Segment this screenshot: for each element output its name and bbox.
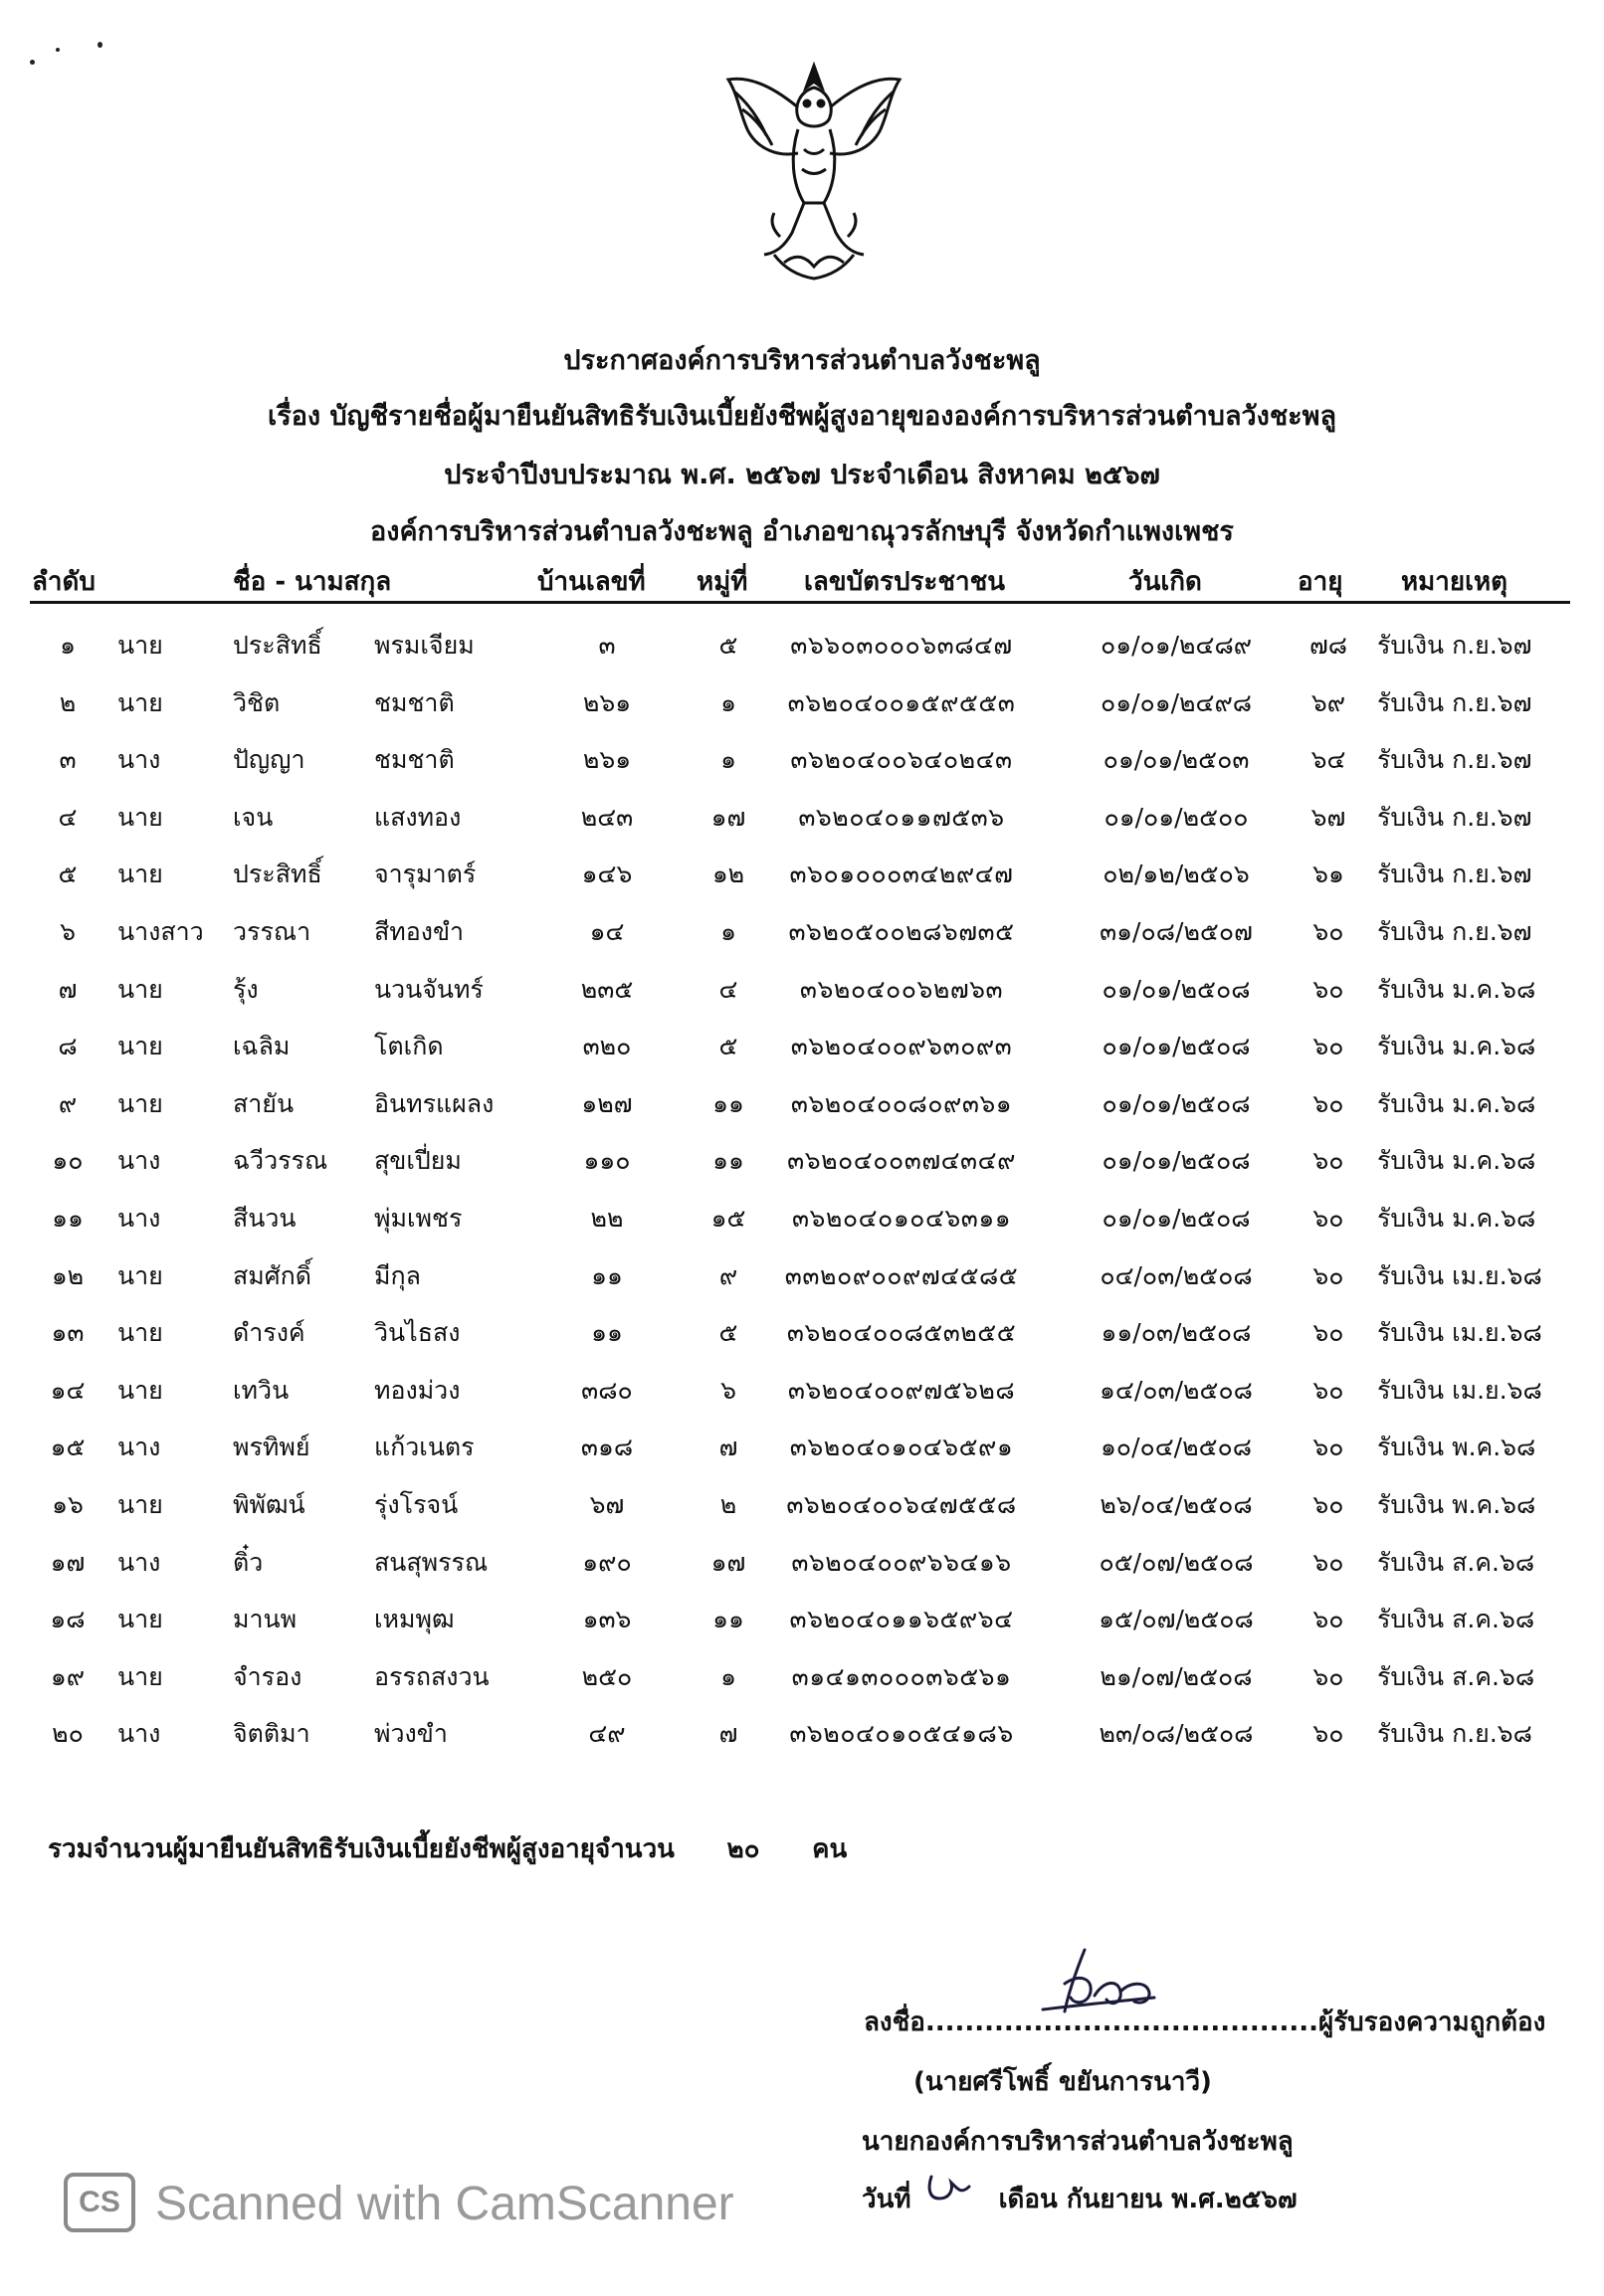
row-age: ๖๑ xyxy=(1312,860,1344,889)
row-age: ๖๗ xyxy=(1310,802,1346,832)
summary-line xyxy=(48,1828,847,1869)
row-birth-date: ๐๑/๐๑/๒๔๙๘ xyxy=(1100,687,1253,717)
row-note: รับเงิน ม.ค.๖๘ xyxy=(1377,1032,1536,1061)
row-title: นาย xyxy=(117,631,163,660)
row-last-name: รุ่งโรจน์ xyxy=(374,1489,459,1519)
row-birth-date: ๐๕/๐๗/๒๕๐๘ xyxy=(1099,1547,1254,1577)
row-first-name: สายัน xyxy=(233,1088,295,1118)
row-title: นาย xyxy=(117,1260,163,1290)
row-note: รับเงิน เม.ย.๖๘ xyxy=(1377,1375,1542,1405)
header-no: ลำดับ xyxy=(32,567,96,597)
table-row xyxy=(0,1645,1604,1703)
row-first-name: รุ้ง xyxy=(233,974,259,1004)
row-note: รับเงิน พ.ค.๖๘ xyxy=(1377,1489,1536,1519)
row-note: รับเงิน ก.ย.๖๘ xyxy=(1377,1719,1532,1749)
row-title: นาย xyxy=(117,1318,163,1348)
row-village-number: ๑๑ xyxy=(712,1088,744,1118)
row-note: รับเงิน ก.ย.๖๗ xyxy=(1377,745,1532,775)
table-row xyxy=(0,958,1604,1016)
summary-label: รวมจำนวนผู้มายืนยันสิทธิรับเงินเบี้ยยังชีพผู้สูงอายุจำนวน xyxy=(48,1834,675,1864)
row-house-number: ๒๔๓ xyxy=(580,802,634,832)
row-birth-date: ๐๑/๐๑/๒๕๐๘ xyxy=(1102,1032,1251,1061)
row-note: รับเงิน ม.ค.๖๘ xyxy=(1377,1088,1536,1118)
row-number: ๑๑ xyxy=(52,1203,84,1233)
row-id-number: ๓๖๒๐๔๐๐๘๕๓๒๕๕ xyxy=(786,1318,1017,1348)
row-note: รับเงิน ม.ค.๖๘ xyxy=(1377,1203,1536,1233)
row-village-number: ๕ xyxy=(718,1032,738,1061)
row-last-name: อินทรแผลง xyxy=(374,1088,495,1118)
row-first-name: ติ๋ว xyxy=(233,1547,264,1577)
row-number: ๔ xyxy=(58,802,78,832)
row-age: ๖๐ xyxy=(1312,1260,1344,1290)
table-row xyxy=(0,1588,1604,1645)
row-last-name: เหมพุฒ xyxy=(374,1605,455,1634)
row-age: ๖๐ xyxy=(1312,1719,1344,1749)
row-house-number: ๒๖๑ xyxy=(582,745,632,775)
row-title: นาย xyxy=(117,802,163,832)
date-rest: เดือน กันยายน พ.ศ.๒๕๖๗ xyxy=(998,2185,1298,2214)
row-house-number: ๓ xyxy=(598,631,616,660)
row-title: นาย xyxy=(117,1032,163,1061)
header-moo: หมู่ที่ xyxy=(697,567,748,597)
row-village-number: ๑๕ xyxy=(710,1203,746,1233)
signature-line: ลงชื่อ........................................ผู้รับรองความถูกต้อง xyxy=(864,2008,1546,2037)
row-age: ๖๐ xyxy=(1312,974,1344,1004)
row-age: ๖๐ xyxy=(1312,1088,1344,1118)
row-last-name: แก้วเนตร xyxy=(374,1433,475,1462)
row-house-number: ๒๓๕ xyxy=(580,974,634,1004)
row-village-number: ๔ xyxy=(718,974,738,1004)
row-village-number: ๕ xyxy=(718,631,738,660)
table-row xyxy=(0,671,1604,729)
row-first-name: สีนวน xyxy=(233,1203,297,1233)
table-row xyxy=(0,1473,1604,1531)
row-number: ๒ xyxy=(59,687,77,717)
row-age: ๖๐ xyxy=(1312,1547,1344,1577)
table-row xyxy=(0,728,1604,786)
row-id-number: ๓๖๒๐๔๐๑๐๔๖๕๙๑ xyxy=(789,1433,1014,1462)
table-row xyxy=(0,614,1604,671)
row-title: นาย xyxy=(117,1661,163,1691)
scan-speck xyxy=(56,48,60,52)
row-birth-date: ๒๓/๐๘/๒๕๐๘ xyxy=(1099,1719,1254,1749)
summary-count: ๒๐ xyxy=(726,1834,760,1864)
row-number: ๗ xyxy=(58,974,78,1004)
row-first-name: มานพ xyxy=(233,1605,298,1634)
row-house-number: ๑๑๐ xyxy=(583,1146,631,1176)
header-age: อายุ xyxy=(1298,567,1343,597)
row-birth-date: ๑๕/๐๗/๒๕๐๘ xyxy=(1099,1605,1254,1634)
summary-unit: คน xyxy=(812,1834,848,1864)
row-house-number: ๑๒๗ xyxy=(581,1088,633,1118)
row-id-number: ๓๖๒๐๔๐๐๖๔๐๒๔๓ xyxy=(790,745,1013,775)
row-title: นาง xyxy=(117,1433,161,1462)
row-age: ๖๐ xyxy=(1312,1032,1344,1061)
row-title: นาง xyxy=(117,1203,161,1233)
row-age: ๖๐ xyxy=(1312,1203,1344,1233)
row-number: ๑ xyxy=(60,631,76,660)
row-age: ๖๐ xyxy=(1312,916,1344,946)
row-house-number: ๓๑๘ xyxy=(580,1433,634,1462)
row-id-number: ๓๖๒๐๔๐๐๖๒๗๖๓ xyxy=(799,974,1004,1004)
row-first-name: พรทิพย์ xyxy=(233,1433,310,1462)
row-note: รับเงิน ก.ย.๖๗ xyxy=(1377,687,1532,717)
row-note: รับเงิน ก.ย.๖๗ xyxy=(1377,631,1532,660)
row-house-number: ๒๖๑ xyxy=(582,687,632,717)
row-note: รับเงิน ม.ค.๖๘ xyxy=(1377,1146,1536,1176)
table-row xyxy=(0,1301,1604,1359)
signer-position: นายกองค์การบริหารส่วนตำบลวังชะพลู xyxy=(862,2127,1294,2157)
row-id-number: ๓๖๐๑๐๐๐๓๔๒๙๔๗ xyxy=(789,860,1014,889)
row-id-number: ๓๖๒๐๔๐๐๑๕๙๕๕๓ xyxy=(787,687,1016,717)
row-last-name: พรมเจียม xyxy=(374,631,475,660)
row-last-name: พ่วงขำ xyxy=(374,1719,448,1749)
row-village-number: ๗ xyxy=(718,1719,738,1749)
row-number: ๑๙ xyxy=(50,1661,86,1691)
row-id-number: ๓๖๒๐๔๐๐๖๔๗๕๕๘ xyxy=(786,1489,1017,1519)
row-age: ๖๐ xyxy=(1312,1433,1344,1462)
row-first-name: ประสิทธิ์ xyxy=(233,860,322,889)
table-row xyxy=(0,900,1604,958)
row-number: ๑๘ xyxy=(50,1605,86,1634)
row-title: นาย xyxy=(117,1375,163,1405)
handwritten-day-number xyxy=(913,2165,983,2214)
announcement-subject: เรื่อง บัญชีรายชื่อผู้มายืนยันสิทธิรับเงินเบี้ยยังชีพผู้สูงอายุขององค์การบริหารส่วนตำบลวังชะพลู xyxy=(267,401,1337,432)
row-birth-date: ๐๔/๐๓/๒๕๐๘ xyxy=(1100,1260,1253,1290)
row-last-name: มีกุล xyxy=(374,1260,421,1290)
row-birth-date: ๐๑/๐๑/๒๕๐๘ xyxy=(1102,974,1251,1004)
row-id-number: ๓๖๒๐๔๐๑๑๖๕๙๖๔ xyxy=(789,1605,1014,1634)
header-name: ชื่อ - นามสกุล xyxy=(233,567,392,597)
row-house-number: ๓๘๐ xyxy=(581,1375,633,1405)
row-number: ๖ xyxy=(60,916,76,946)
row-last-name: ทองม่วง xyxy=(374,1375,461,1405)
row-village-number: ๒ xyxy=(719,1489,737,1519)
row-birth-date: ๐๒/๑๒/๒๕๐๖ xyxy=(1103,860,1250,889)
row-note: รับเงิน เม.ย.๖๘ xyxy=(1377,1260,1542,1290)
row-title: นาย xyxy=(117,860,163,889)
row-birth-date: ๑๔/๐๓/๒๕๐๘ xyxy=(1100,1375,1253,1405)
row-first-name: จำรอง xyxy=(233,1661,302,1691)
row-id-number: ๓๖๒๐๕๐๐๒๘๖๗๓๕ xyxy=(788,916,1015,946)
row-number: ๑๖ xyxy=(52,1489,84,1519)
row-first-name: ประสิทธิ์ xyxy=(233,631,322,660)
table-row xyxy=(0,1359,1604,1417)
row-number: ๑๗ xyxy=(50,1547,86,1577)
row-first-name: สมศักดิ์ xyxy=(233,1260,311,1290)
row-first-name: ดำรงค์ xyxy=(233,1318,305,1348)
row-village-number: ๑ xyxy=(720,687,736,717)
row-village-number: ๑๒ xyxy=(711,860,745,889)
row-first-name: จิตติมา xyxy=(233,1719,310,1749)
camscanner-logo: CS xyxy=(64,2173,135,2232)
row-note: รับเงิน ก.ย.๖๗ xyxy=(1377,916,1532,946)
date-prefix: วันที่ xyxy=(862,2185,911,2214)
row-note: รับเงิน เม.ย.๖๘ xyxy=(1377,1318,1542,1348)
row-village-number: ๑ xyxy=(720,916,736,946)
row-last-name: แสงทอง xyxy=(374,802,462,832)
row-village-number: ๕ xyxy=(718,1318,738,1348)
row-id-number: ๓๖๖๐๓๐๐๐๖๓๘๔๗ xyxy=(790,631,1013,660)
row-age: ๗๘ xyxy=(1308,631,1348,660)
row-first-name: พิพัฒน์ xyxy=(233,1489,305,1519)
row-first-name: เฉลิม xyxy=(233,1032,291,1061)
row-title: นาย xyxy=(117,1088,163,1118)
row-id-number: ๓๓๒๐๙๐๐๙๗๔๕๘๕ xyxy=(784,1260,1019,1290)
row-house-number: ๑๔ xyxy=(589,916,625,946)
camscanner-watermark: Scanned with CamScanner xyxy=(155,2178,734,2230)
row-house-number: ๖๗ xyxy=(589,1489,625,1519)
header-rule xyxy=(30,601,1570,604)
row-first-name: ปัญญา xyxy=(233,745,305,775)
row-title: นาย xyxy=(117,1605,163,1634)
row-birth-date: ๒๑/๐๗/๒๕๐๘ xyxy=(1100,1661,1253,1691)
row-village-number: ๑๗ xyxy=(710,802,746,832)
row-age: ๖๐ xyxy=(1312,1318,1344,1348)
row-age: ๖๐ xyxy=(1312,1489,1344,1519)
row-house-number: ๒๒ xyxy=(590,1203,624,1233)
row-birth-date: ๐๑/๐๑/๒๕๐๓ xyxy=(1103,745,1250,775)
row-number: ๑๕ xyxy=(50,1433,86,1462)
row-house-number: ๓๒๐ xyxy=(582,1032,632,1061)
row-number: ๑๒ xyxy=(51,1260,85,1290)
row-number: ๕ xyxy=(58,860,78,889)
table-row xyxy=(0,1015,1604,1072)
row-age: ๖๙ xyxy=(1310,687,1346,717)
row-last-name: ชมชาติ xyxy=(374,745,455,775)
row-title: นาง xyxy=(117,1719,161,1749)
header-house: บ้านเลขที่ xyxy=(537,567,646,597)
announcement-title: ประกาศองค์การบริหารส่วนตำบลวังชะพลู xyxy=(563,345,1041,376)
row-title: นาง xyxy=(117,1547,161,1577)
row-note: รับเงิน ส.ค.๖๘ xyxy=(1377,1547,1535,1577)
announcement-organization: องค์การบริหารส่วนตำบลวังชะพลู อำเภอขาณุวรลักษบุรี จังหวัดกำแพงเพชร xyxy=(370,516,1234,547)
row-birth-date: ๑๐/๐๔/๒๕๐๘ xyxy=(1100,1433,1253,1462)
scan-speck xyxy=(98,42,102,48)
header-dob: วันเกิด xyxy=(1128,567,1202,597)
table-body xyxy=(0,614,1604,1760)
row-house-number: ๔๙ xyxy=(588,1719,626,1749)
row-id-number: ๓๖๒๐๔๐๐๘๐๙๓๖๑ xyxy=(790,1088,1013,1118)
row-village-number: ๑ xyxy=(720,745,736,775)
row-note: รับเงิน ส.ค.๖๘ xyxy=(1377,1661,1535,1691)
row-last-name: อรรถสงวน xyxy=(374,1661,490,1691)
garuda-emblem-icon xyxy=(714,58,913,288)
row-house-number: ๑๑ xyxy=(591,1260,623,1290)
row-note: รับเงิน พ.ค.๖๘ xyxy=(1377,1433,1536,1462)
row-village-number: ๖ xyxy=(720,1375,736,1405)
row-note: รับเงิน ก.ย.๖๗ xyxy=(1377,860,1532,889)
row-number: ๘ xyxy=(58,1032,78,1061)
row-id-number: ๓๖๒๐๔๐๑๐๔๖๓๑๑ xyxy=(791,1203,1012,1233)
table-row xyxy=(0,1702,1604,1760)
row-title: นาย xyxy=(117,974,163,1004)
row-last-name: สุขเปี่ยม xyxy=(374,1146,462,1176)
table-row xyxy=(0,1416,1604,1473)
row-age: ๖๔ xyxy=(1310,745,1346,775)
row-title: นาง xyxy=(117,1146,161,1176)
row-house-number: ๒๕๐ xyxy=(581,1661,633,1691)
row-number: ๒๐ xyxy=(52,1719,84,1749)
row-last-name: ชมชาติ xyxy=(374,687,455,717)
row-last-name: นวนจันทร์ xyxy=(374,974,484,1004)
row-house-number: ๑๑ xyxy=(591,1318,623,1348)
table-row xyxy=(0,843,1604,900)
row-house-number: ๑๙๐ xyxy=(582,1547,632,1577)
signer-name: (นายศรีโพธิ์ ขยันการนาวี) xyxy=(913,2067,1212,2097)
header-id: เลขบัตรประชาชน xyxy=(804,567,1006,597)
row-village-number: ๑๑ xyxy=(712,1146,744,1176)
row-first-name: เทวิน xyxy=(233,1375,290,1405)
row-village-number: ๑๑ xyxy=(712,1605,744,1634)
announcement-period: ประจำปีงบประมาณ พ.ศ. ๒๕๖๗ ประจำเดือน สิงหาคม ๒๕๖๗ xyxy=(444,460,1160,490)
row-last-name: วินไธสง xyxy=(374,1318,461,1348)
row-note: รับเงิน ก.ย.๖๗ xyxy=(1377,802,1532,832)
row-village-number: ๑ xyxy=(720,1661,736,1691)
row-village-number: ๙ xyxy=(718,1260,738,1290)
row-birth-date: ๐๑/๐๑/๒๕๐๘ xyxy=(1102,1146,1251,1176)
header-note: หมายเหตุ xyxy=(1401,567,1508,597)
row-birth-date: ๒๖/๐๔/๒๕๐๘ xyxy=(1100,1489,1253,1519)
row-title: นาย xyxy=(117,1489,163,1519)
row-id-number: ๓๖๒๐๔๐๑๑๗๕๓๖ xyxy=(798,802,1005,832)
row-village-number: ๑๗ xyxy=(710,1547,746,1577)
row-id-number: ๓๖๒๐๔๐๐๙๖๓๐๙๓ xyxy=(790,1032,1013,1061)
row-number: ๙ xyxy=(58,1088,78,1118)
row-age: ๖๐ xyxy=(1312,1375,1344,1405)
row-birth-date: ๐๑/๐๑/๒๕๐๘ xyxy=(1102,1088,1251,1118)
table-row xyxy=(0,1244,1604,1302)
row-id-number: ๓๖๒๐๔๐๐๓๗๔๓๔๙ xyxy=(787,1146,1016,1176)
row-birth-date: ๑๑/๐๓/๒๕๐๘ xyxy=(1101,1318,1252,1348)
row-age: ๖๐ xyxy=(1312,1146,1344,1176)
row-id-number: ๓๖๒๐๔๐๑๐๕๔๑๘๖ xyxy=(789,1719,1014,1749)
row-title: นางสาว xyxy=(117,916,204,946)
row-village-number: ๗ xyxy=(718,1433,738,1462)
table-row xyxy=(0,786,1604,844)
row-house-number: ๑๓๖ xyxy=(582,1605,632,1634)
row-number: ๑๐ xyxy=(52,1146,84,1176)
row-birth-date: ๓๑/๐๘/๒๕๐๗ xyxy=(1100,916,1253,946)
table-row xyxy=(0,1129,1604,1187)
row-note: รับเงิน ม.ค.๖๘ xyxy=(1377,974,1536,1004)
row-birth-date: ๐๑/๐๑/๒๕๐๐ xyxy=(1103,802,1249,832)
row-title: นาย xyxy=(117,687,163,717)
row-first-name: วิชิต xyxy=(233,687,281,717)
scan-speck xyxy=(30,60,35,65)
row-age: ๖๐ xyxy=(1312,1605,1344,1634)
row-last-name: โตเกิด xyxy=(374,1032,444,1061)
row-last-name: จารุมาตร์ xyxy=(374,860,477,889)
row-first-name: เจน xyxy=(233,802,274,832)
table-header xyxy=(0,557,1604,603)
row-last-name: สีทองขำ xyxy=(374,916,465,946)
row-last-name: สนสุพรรณ xyxy=(374,1547,489,1577)
row-birth-date: ๐๑/๐๑/๒๕๐๘ xyxy=(1102,1203,1251,1233)
table-row xyxy=(0,1531,1604,1589)
row-number: ๑๔ xyxy=(50,1375,86,1405)
row-birth-date: ๐๑/๐๑/๒๔๘๙ xyxy=(1100,631,1253,660)
row-house-number: ๑๔๖ xyxy=(581,860,633,889)
table-row xyxy=(0,1072,1604,1130)
row-last-name: พุ่มเพชร xyxy=(374,1203,463,1233)
row-age: ๖๐ xyxy=(1312,1661,1344,1691)
row-id-number: ๓๑๔๑๓๐๐๐๓๖๕๖๑ xyxy=(791,1661,1012,1691)
row-id-number: ๓๖๒๐๔๐๐๙๖๖๔๑๖ xyxy=(791,1547,1012,1577)
row-title: นาง xyxy=(117,745,161,775)
row-note: รับเงิน ส.ค.๖๘ xyxy=(1377,1605,1535,1634)
row-id-number: ๓๖๒๐๔๐๐๙๗๕๖๒๘ xyxy=(787,1375,1016,1405)
table-row xyxy=(0,1187,1604,1244)
row-first-name: วรรณา xyxy=(233,916,311,946)
row-first-name: ฉวีวรรณ xyxy=(233,1146,328,1176)
row-number: ๑๓ xyxy=(51,1318,85,1348)
row-number: ๓ xyxy=(59,745,77,775)
